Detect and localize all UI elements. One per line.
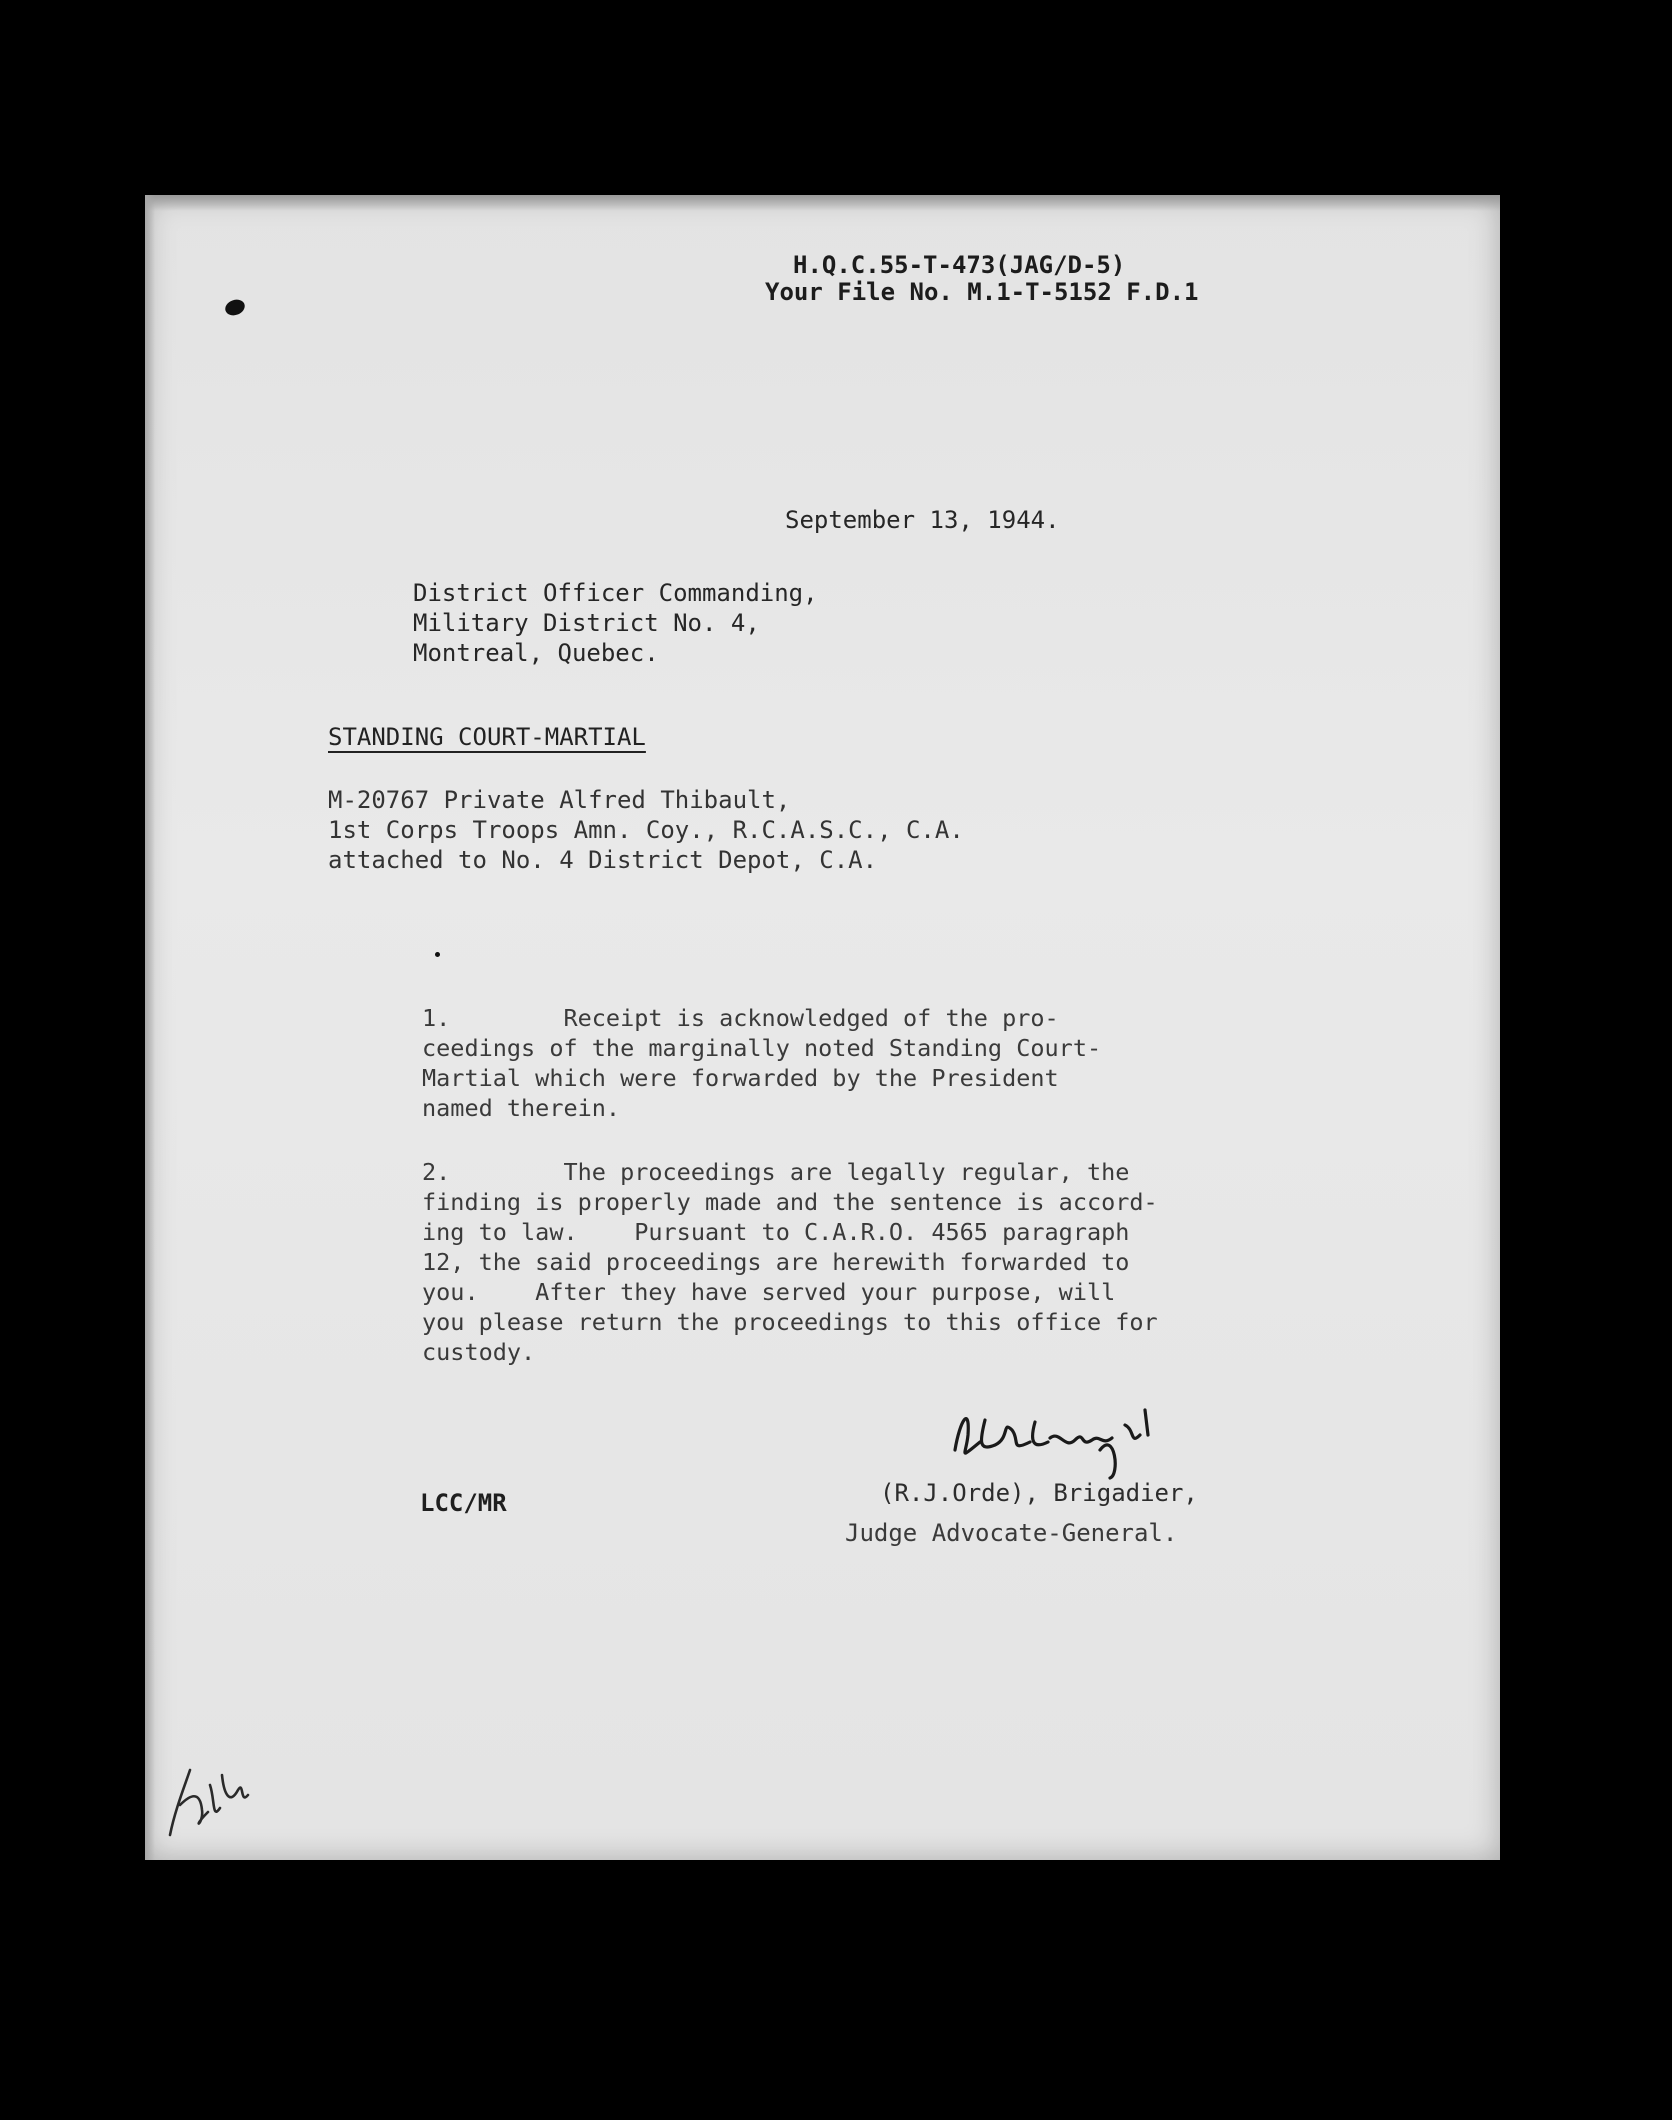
- subject-line-1: M-20767 Private Alfred Thibault,: [328, 786, 791, 814]
- paragraph-1-line-2: ceedings of the marginally noted Standing Court-: [422, 1034, 1102, 1062]
- addressee-line-1: District Officer Commanding,: [413, 579, 818, 607]
- subject-heading: STANDING COURT-MARTIAL: [328, 723, 646, 751]
- signatory-title: Judge Advocate-General.: [845, 1519, 1178, 1547]
- paragraph-2-line-3: ing to law. Pursuant to C.A.R.O. 4565 paragraph: [422, 1218, 1130, 1246]
- paragraph-2-line-6: you please return the proceedings to this office for: [422, 1308, 1158, 1336]
- subject-line-2: 1st Corps Troops Amn. Coy., R.C.A.S.C., C.A.: [328, 816, 964, 844]
- letter-page: [145, 195, 1500, 1860]
- handwritten-signature: [940, 1390, 1200, 1480]
- addressee-line-3: Montreal, Quebec.: [413, 639, 659, 667]
- addressee-line-2: Military District No. 4,: [413, 609, 760, 637]
- paragraph-2-line-5: you. After they have served your purpose, will: [422, 1278, 1116, 1306]
- typist-initials: LCC/MR: [420, 1489, 507, 1517]
- stray-mark: [435, 952, 440, 957]
- reference-number: H.Q.C.55-T-473(JAG/D-5): [793, 251, 1126, 279]
- paragraph-1-line-4: named therein.: [422, 1094, 621, 1122]
- your-file-number: Your File No. M.1-T-5152 F.D.1: [765, 278, 1199, 306]
- margin-handwritten-mark: [160, 1750, 255, 1845]
- paragraph-2-line-1: 2. The proceedings are legally regular, the: [422, 1158, 1130, 1186]
- paragraph-1-line-1: 1. Receipt is acknowledged of the pro-: [422, 1004, 1059, 1032]
- subject-line-3: attached to No. 4 District Depot, C.A.: [328, 846, 878, 874]
- punch-mark: [223, 297, 247, 318]
- paragraph-2-line-7: custody.: [422, 1338, 536, 1366]
- paragraph-1-line-3: Martial which were forwarded by the President: [422, 1064, 1059, 1092]
- paragraph-2-line-2: finding is properly made and the sentence is accord-: [422, 1188, 1158, 1216]
- letter-date: September 13, 1944.: [785, 506, 1060, 534]
- signatory-name-rank: (R.J.Orde), Brigadier,: [880, 1479, 1198, 1507]
- paragraph-2-line-4: 12, the said proceedings are herewith forwarded to: [422, 1248, 1130, 1276]
